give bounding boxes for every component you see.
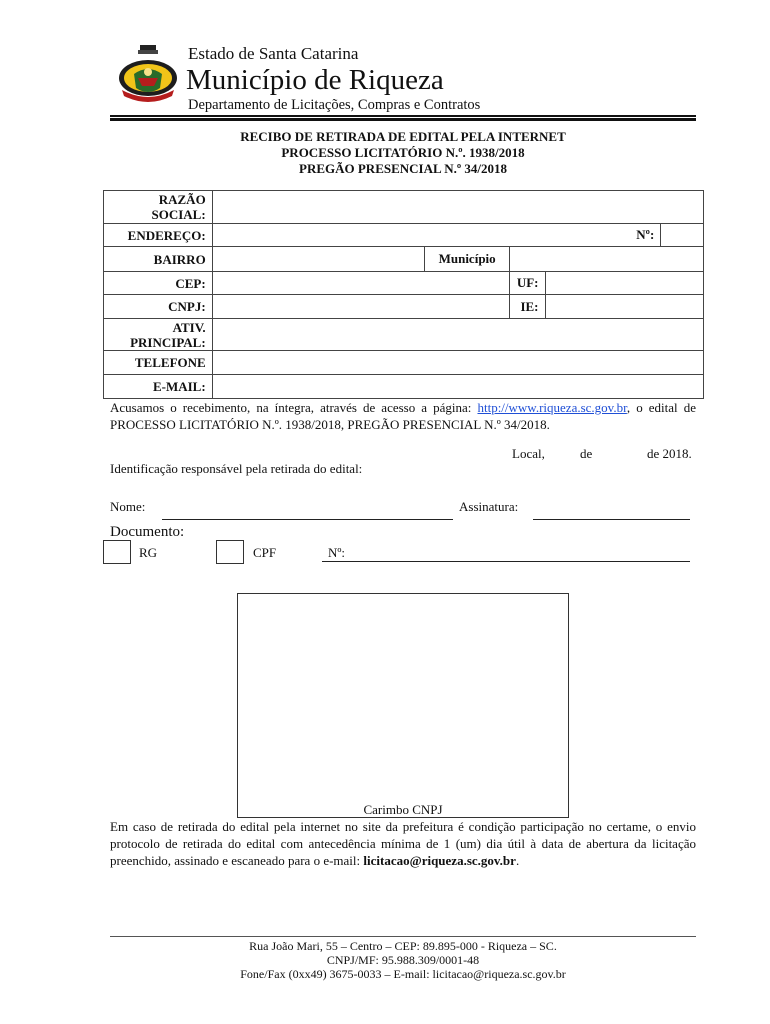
stamp-label: Carimbo CNPJ [363,802,443,817]
telefone-label: TELEFONE [104,351,213,375]
municipio-label: Município [424,247,509,272]
ativ-principal-field[interactable] [212,319,703,351]
identification-label: Identificação responsável pela retirada do edital: [110,461,363,476]
footer-divider [110,936,696,937]
cep-field[interactable] [212,272,510,295]
header-divider [110,115,696,117]
cnpj-field[interactable] [212,295,510,319]
nome-line[interactable] [162,519,453,520]
uf-label: UF: [510,272,545,295]
notice-paragraph [110,818,696,869]
documento-label: Documento: [110,524,185,540]
assinatura-line[interactable] [533,519,690,520]
uf-field[interactable] [545,272,703,295]
state-name: Estado de Santa Catarina [188,44,359,63]
ie-field[interactable] [545,295,703,319]
website-link[interactable]: http://www.riqueza.sc.gov.br [477,400,627,415]
date-de-1: de [580,446,593,461]
telefone-field[interactable] [212,351,703,375]
process-number: PROCESSO LICITATÓRIO N.º. 1938/2018 [281,145,525,160]
bairro-label: BAIRRO [104,247,213,272]
cpf-checkbox[interactable] [216,540,244,564]
ie-label: IE: [510,295,545,319]
endereco-field[interactable] [212,224,545,247]
notice-end: . [515,853,520,868]
footer-contact: Fone/Fax (0xx49) 3675-0033 – E-mail: licitacao@riqueza.sc.gov.br [240,967,566,981]
cnpj-stamp-box[interactable] [237,593,569,818]
razao-social-label: RAZÃO SOCIAL: [104,191,213,224]
numero-field[interactable] [661,224,704,247]
email-field[interactable] [212,375,703,399]
footer-cnpj: CNPJ/MF: 95.988.309/0001-48 [326,953,480,967]
nome-label: Nome: [110,499,146,514]
numero-label: Nº: [545,224,661,247]
company-info-table [103,190,704,399]
endereco-label: ENDEREÇO: [104,224,213,247]
cpf-label: CPF [253,545,277,560]
date-de-2: de 2018. [647,446,692,461]
documento-numero-label: Nº: [328,545,346,560]
ativ-principal-label: ATIV. PRINCIPAL: [104,319,213,351]
municipality-name: Município de Riqueza [186,64,444,96]
pregao-number: PREGÃO PRESENCIAL N.º 34/2018 [299,161,507,176]
footer-address: Rua João Mari, 55 – Centro – CEP: 89.895-000 - Riqueza – SC. [249,939,557,953]
email-label: E-MAIL: [104,375,213,399]
assinatura-label: Assinatura: [459,499,519,514]
bairro-field[interactable] [212,247,424,272]
cnpj-label: CNPJ: [104,295,213,319]
rg-label: RG [139,545,158,560]
rg-checkbox[interactable] [103,540,131,564]
acknowledgement-text: Acusamos o recebimento, na íntegra, através de acesso a página: [110,400,478,415]
municipio-field[interactable] [510,247,704,272]
notice-email[interactable]: licitacao@riqueza.sc.gov.br [363,853,516,868]
municipal-crest-icon [116,44,180,108]
documento-numero-line[interactable] [322,561,690,562]
acknowledgement-text-end: , o edital de PROCESSO LICITATÓRIO N.º. 1938/2018, PREGÃO PRESENCIAL N.º 34/2018. [110,400,696,432]
notice-text: Em caso de retirada do edital pela internet no site da prefeitura é condição participação no certame, o envio protocolo de retirada do edital com antecedência mínima de 1 (um) dia útil à data de abertura da licitação preenchido, assinado e escaneado para o e-mail: [110,819,696,868]
department-name: Departamento de Licitações, Compras e Contratos [188,97,481,113]
document-title: RECIBO DE RETIRADA DE EDITAL PELA INTERNET [240,129,566,144]
date-local: Local, [512,446,545,461]
razao-social-field[interactable] [212,191,703,224]
acknowledgement-paragraph [110,399,696,433]
header-divider-thick [110,118,696,121]
cep-label: CEP: [104,272,213,295]
